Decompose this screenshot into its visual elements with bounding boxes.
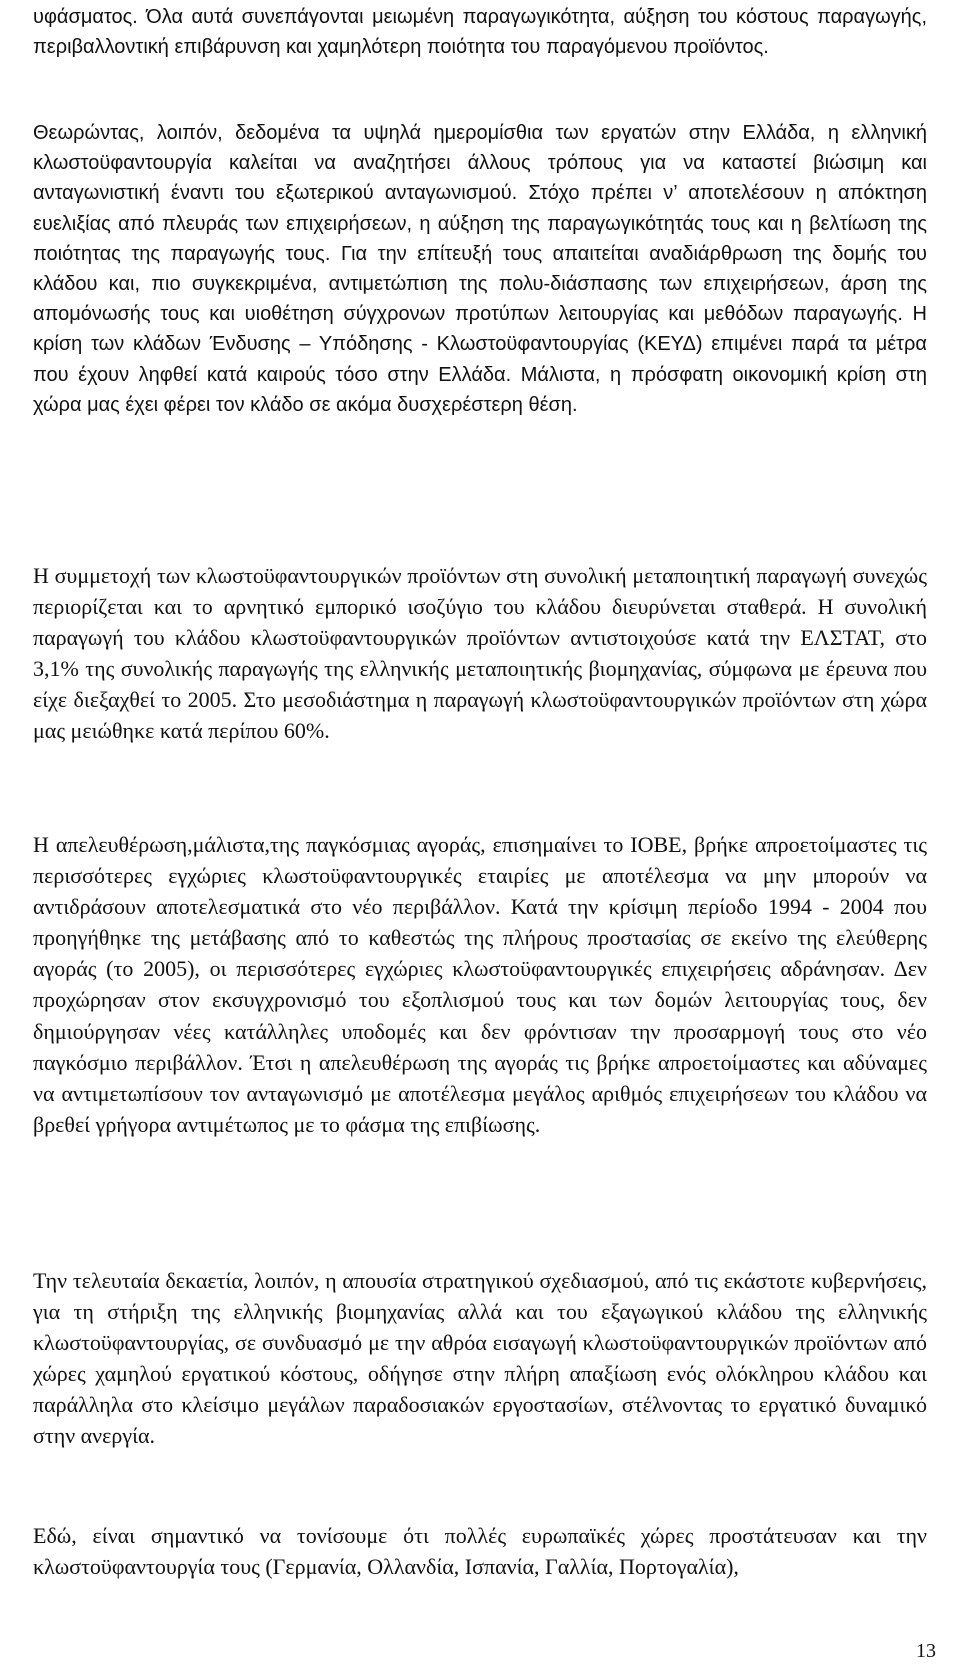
page-number: 13 — [916, 1640, 936, 1662]
paragraph-1: υφάσματος. Όλα αυτά συνεπάγονται μειωμένη παραγωγικότητα, αύξηση του κόστους παραγωγής, περιβαλλοντική επιβάρυνση και χαμηλότερη ποιότητα του παραγόμενου προϊόντος. — [33, 6, 927, 59]
paragraph-3: Η συμμετοχή των κλωστοϋφαντουργικών προϊόντων στη συνολική μεταποιητική παραγωγή συνεχώς περιορίζεται και το αρνητικό εμπορικό ισοζύγιο του κλάδου διευρύνεται σταθερά. Η συνολική παραγωγή του κλάδου κλωστοϋφαντουργικών προϊόντων αντιστοιχούσε κατά την ΕΛΣΤΑΤ, στο 3,1% της συνολικής παραγωγής της ελληνικής μεταποιητικής βιομηχανίας, σύμφωνα με έρευνα που είχε διεξαχθεί το 2005. Στο μεσοδιάστημα η παραγωγή κλωστοϋφαντουργικών προϊόντων στη χώρα μας μειώθηκε κατά περίπου 60%. — [33, 563, 927, 744]
paragraph-5: Την τελευταία δεκαετία, λοιπόν, η απουσία στρατηγικού σχεδιασμού, από τις εκάστοτε κυβερνήσεις, για τη στήριξη της ελληνικής βιομηχανίας αλλά και του εξαγωγικού κλάδου της ελληνικής κλωστοϋφαντουργίας, σε συνδυασμό με την αθρόα εισαγωγή κλωστοϋφαντουργικών προϊόντων από χώρες χαμηλού εργατικού κόστους, οδήγησε στην πλήρη απαξίωση ενός ολόκληρου κλάδου και παράλληλα στο κλείσιμο μεγάλων παραδοσιακών εργοστασίων, στέλνοντας το εργατικό δυναμικό στην ανεργία. — [33, 1268, 927, 1449]
paragraph-2: Θεωρώντας, λοιπόν, δεδομένα τα υψηλά ημερομίσθια των εργατών στην Ελλάδα, η ελληνική κλωστοϋφαντουργία καλείται να αναζητήσει άλλους τρόπους για να καταστεί βιώσιμη και ανταγωνιστική έναντι του εξωτερικού ανταγωνισμού. Στόχο πρέπει ν’ αποτελέσουν η απόκτηση ευελιξίας από πλευράς των επιχειρήσεων, η αύξηση της παραγωγικότητάς τους και η βελτίωση της ποιότητας της παραγωγής τους. Για την επίτευξή τους απαιτείται αναδιάρθρωση της δομής του κλάδου και, πιο συγκεκριμένα, αντιμετώπιση της πολυ-διάσπασης των επιχειρήσεων, άρση της απομόνωσής τους και υιοθέτηση σύγχρονων προτύπων λειτουργίας και μεθόδων παραγωγής. Η κρίση των κλάδων Ένδυσης – Υπόδησης - Κλωστοϋφαντουργίας (ΚΕΥΔ) επιμένει παρά τα μέτρα που έχουν ληφθεί κατά καιρούς τόσο στην Ελλάδα. Μάλιστα, η πρόσφατη οικονομική κρίση στη χώρα μας έχει φέρει τον κλάδο σε ακόμα δυσχερέστερη θέση. — [33, 122, 927, 416]
paragraph-4: Η απελευθέρωση,μάλιστα,της παγκόσμιας αγοράς, επισημαίνει το ΙΟΒΕ, βρήκε απροετοίμαστες τις περισσότερες εγχώριες κλωστοϋφαντουργικές εταιρίες με αποτέλεσμα να μην μπορούν να αντιδράσουν αποτελεσματικά στο νέο περιβάλλον. Κατά την κρίσιμη περίοδο 1994 - 2004 που προηγήθηκε της μετάβασης από το καθεστώς της πλήρους προστασίας σε εκείνο της ελεύθερης αγοράς (το 2005), οι περισσότερες εγχώριες κλωστοϋφαντουργικές επιχειρήσεις αδράνησαν. Δεν προχώρησαν στον εκσυγχρονισμό του εξοπλισμού τους και των δομών λειτουργίας τους, δεν δημιούργησαν νέες κατάλληλες υποδομές και δεν φρόντισαν την προσαρμογή τους στο νέο παγκόσμιο περιβάλλον. Έτσι η απελευθέρωση της αγοράς τις βρήκε απροετοίμαστες και αδύναμες να αντιμετωπίσουν τον ανταγωνισμό με αποτέλεσμα μεγάλος αριθμός επιχειρήσεων του κλάδου να βρεθεί γρήγορα αντιμέτωπος με το φάσμα της επιβίωσης. — [33, 832, 927, 1137]
paragraph-6: Εδώ, είναι σημαντικό να τονίσουμε ότι πολλές ευρωπαϊκές χώρες προστάτευσαν και την κλωστοϋφαντουργία τους (Γερμανία, Ολλανδία, Ισπανία, Γαλλία, Πορτογαλία), — [33, 1523, 927, 1580]
